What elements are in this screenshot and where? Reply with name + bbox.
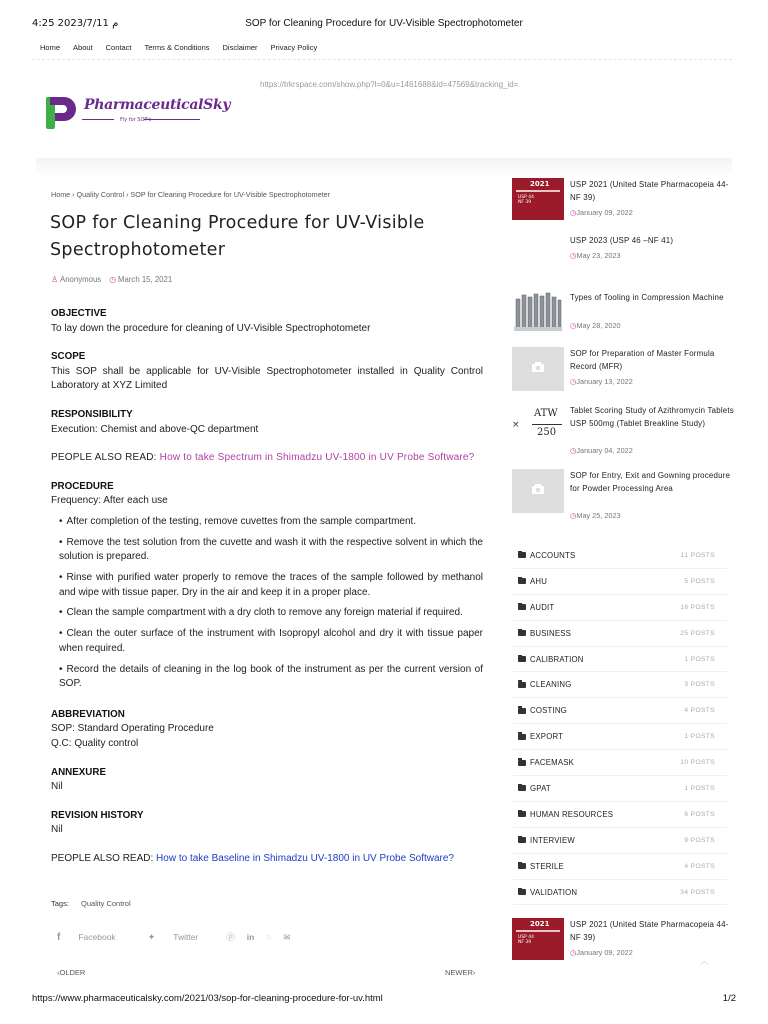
camera-icon bbox=[531, 483, 545, 495]
header-band bbox=[36, 158, 732, 178]
folder-icon bbox=[518, 863, 526, 869]
annexure-heading: ANNEXURE bbox=[51, 766, 106, 778]
recent-post-date: ◷May 28, 2020 bbox=[570, 321, 621, 330]
scroll-top-chevron-icon[interactable]: ︿ bbox=[700, 957, 710, 967]
whatsapp-icon[interactable]: ◌ bbox=[266, 932, 272, 942]
section-annexure bbox=[51, 766, 483, 795]
nav-privacy[interactable]: Privacy Policy bbox=[270, 43, 318, 52]
chevron-right-icon: › bbox=[472, 968, 476, 977]
folder-icon bbox=[518, 552, 526, 558]
recent-post-date: ◷January 09, 2022 bbox=[570, 208, 633, 217]
recent-post-date: ◷January 13, 2022 bbox=[570, 377, 633, 386]
category-item[interactable]: ACCOUNTS 11 POSTS bbox=[513, 543, 727, 569]
post-date: ◷ March 15, 2021 bbox=[109, 275, 173, 284]
recent-post-gowning[interactable] bbox=[512, 469, 732, 525]
recent-post-title[interactable]: SOP for Entry, Exit and Gowning procedure for Powder Processing Area bbox=[570, 471, 731, 493]
pal-label: PEOPLE ALSO READ: bbox=[51, 452, 157, 464]
recent-post-tablet-scoring[interactable] bbox=[512, 404, 732, 460]
clock-icon: ◷ bbox=[570, 511, 577, 520]
recent-post-title[interactable]: SOP for Preparation of Master Formula Record (MFR) bbox=[570, 349, 715, 371]
abbreviation-heading: ABBREVIATION bbox=[51, 708, 125, 720]
recent-post-usp2023[interactable] bbox=[512, 234, 732, 290]
responsibility-text: Execution: Chemist and above-QC department bbox=[51, 423, 259, 435]
section-revision bbox=[51, 809, 483, 838]
clock-icon: ◷ bbox=[109, 275, 116, 284]
clock-icon: ◷ bbox=[570, 208, 577, 217]
nav-home[interactable]: Home bbox=[40, 43, 61, 52]
category-list bbox=[513, 543, 727, 905]
folder-icon bbox=[518, 734, 526, 740]
thumbnail-tooling[interactable] bbox=[512, 291, 564, 333]
chevron-left-icon: ‹ bbox=[57, 968, 60, 977]
pal-label: PEOPLE ALSO READ: bbox=[51, 852, 154, 864]
recent-post-title[interactable]: USP 2023 (USP 46 –NF 41) bbox=[570, 236, 674, 245]
revision-heading: REVISION HISTORY bbox=[51, 809, 144, 821]
section-scope bbox=[51, 350, 483, 394]
logo-line-left bbox=[82, 119, 114, 120]
newer-post-link[interactable]: NEWER› bbox=[445, 968, 476, 977]
recent-post-title[interactable]: USP 2021 (United State Pharmacopeia 44- NF 39) bbox=[570, 180, 729, 202]
category-item[interactable]: AUDIT 16 POSTS bbox=[513, 595, 727, 621]
thumbnail-placeholder[interactable] bbox=[512, 347, 564, 391]
breadcrumb[interactable]: Home › Quality Control › SOP for Cleaning Procedure for UV-Visible Spectrophotometer bbox=[51, 190, 330, 199]
scope-heading: SCOPE bbox=[51, 351, 86, 363]
logo-tagline: Fly for SOP's bbox=[120, 117, 152, 123]
tag-quality-control[interactable]: Quality Control bbox=[81, 899, 131, 908]
facebook-icon[interactable]: f bbox=[57, 931, 61, 943]
recent-post-date: ◷May 25, 2023 bbox=[570, 511, 621, 520]
revision-text: Nil bbox=[51, 824, 63, 836]
category-item[interactable]: EXPORT 1 POSTS bbox=[513, 724, 727, 750]
post-author[interactable]: ♙ Anonymous bbox=[51, 275, 102, 284]
procedure-frequency: Frequency: After each use bbox=[51, 495, 168, 507]
objective-text: To lay down the procedure for cleaning of UV-Visible Spectrophotometer bbox=[51, 322, 371, 334]
folder-icon bbox=[518, 630, 526, 636]
post-tags bbox=[51, 899, 131, 908]
recent-post-date: ◷January 04, 2022 bbox=[570, 446, 633, 455]
category-item[interactable]: VALIDATION 34 POSTS bbox=[513, 880, 727, 906]
clock-icon: ◷ bbox=[570, 948, 577, 957]
user-icon: ♙ bbox=[51, 275, 58, 284]
pal-link-spectrum[interactable]: How to take Spectrum in Shimadzu UV-1800 in UV Probe Software? bbox=[159, 452, 475, 464]
category-item[interactable]: COSTING 4 POSTS bbox=[513, 698, 727, 724]
recent-post-usp2021[interactable] bbox=[512, 178, 732, 234]
tags-label: Tags: bbox=[51, 899, 69, 908]
post-meta bbox=[51, 275, 172, 284]
pal-link-baseline[interactable]: How to take Baseline in Shimadzu UV-1800 in UV Probe Software? bbox=[156, 852, 454, 864]
section-responsibility bbox=[51, 408, 483, 437]
share-twitter[interactable]: Twitter bbox=[173, 932, 199, 942]
category-item[interactable]: FACEMASK 10 POSTS bbox=[513, 750, 727, 776]
recent-post-title[interactable]: Tablet Scoring Study of Azithromycin Tablets USP 500mg (Tablet Breakline Study) bbox=[570, 406, 734, 428]
category-item[interactable]: AHU 5 POSTS bbox=[513, 569, 727, 595]
category-item[interactable]: INTERVIEW 9 POSTS bbox=[513, 828, 727, 854]
print-datetime: 4:25 2023/7/11 م bbox=[32, 18, 119, 29]
nav-contact[interactable]: Contact bbox=[105, 43, 132, 52]
scope-text: This SOP shall be applicable for UV-Visible Spectrophotometer installed in Quality Control Laboratory at XYZ Limited bbox=[51, 365, 483, 392]
abbreviation-qc: Q.C: Quality control bbox=[51, 738, 139, 749]
thumbnail-usp-cover[interactable]: 2021 USP 44 NF 39 bbox=[512, 178, 564, 220]
procedure-heading: PROCEDURE bbox=[51, 480, 114, 492]
folder-icon bbox=[518, 760, 526, 766]
category-item[interactable]: STERILE 4 POSTS bbox=[513, 854, 727, 880]
category-item[interactable]: CLEANING 3 POSTS bbox=[513, 672, 727, 698]
procedure-steps bbox=[51, 515, 483, 692]
clock-icon: ◷ bbox=[570, 377, 577, 386]
clock-icon: ◷ bbox=[570, 251, 577, 260]
print-page-number: 1/2 bbox=[722, 993, 736, 1004]
category-item[interactable]: CALIBRATION 1 POSTS bbox=[513, 647, 727, 673]
print-doc-title: SOP for Cleaning Procedure for UV-Visible Spectrophotometer bbox=[245, 18, 523, 29]
older-post-link[interactable]: ‹OLDER bbox=[57, 968, 86, 977]
list-item: • Clean the sample compartment with a dry cloth to remove any foreign material if required. bbox=[51, 606, 483, 621]
recent-post-mfr[interactable] bbox=[512, 347, 732, 403]
section-objective bbox=[51, 307, 483, 336]
people-also-read-2 bbox=[51, 852, 483, 867]
folder-icon bbox=[518, 604, 526, 610]
top-nav bbox=[40, 43, 317, 52]
share-bar bbox=[57, 931, 291, 943]
recent-post-tooling[interactable] bbox=[512, 291, 732, 347]
folder-icon bbox=[518, 656, 526, 662]
list-item: • Record the details of cleaning in the log book of the instrument as per the current version of SOP. bbox=[51, 663, 483, 692]
logo-line-right bbox=[144, 119, 200, 120]
clock-icon: ◷ bbox=[570, 321, 577, 330]
folder-icon bbox=[518, 785, 526, 791]
abbreviation-sop: SOP: Standard Operating Procedure bbox=[51, 723, 214, 735]
nav-terms[interactable]: Terms & Conditions bbox=[144, 43, 210, 52]
people-also-read-1 bbox=[51, 451, 483, 466]
objective-heading: OBJECTIVE bbox=[51, 308, 107, 319]
print-url: https://www.pharmaceuticalsky.com/2021/03/sop-for-cleaning-procedure-for-uv.html bbox=[32, 993, 383, 1004]
thumbnail-placeholder[interactable] bbox=[512, 469, 564, 513]
folder-icon bbox=[518, 811, 526, 817]
logo-mark-icon bbox=[44, 93, 80, 133]
pinterest-icon[interactable]: ⓟ bbox=[226, 932, 235, 942]
nav-divider bbox=[32, 59, 732, 60]
category-item[interactable]: BUSINESS 25 POSTS bbox=[513, 621, 727, 647]
camera-icon bbox=[531, 361, 545, 373]
category-item[interactable]: GPAT 1 POSTS bbox=[513, 776, 727, 802]
thumbnail-usp-cover[interactable]: 2021 USP 44 NF 39 bbox=[512, 918, 564, 960]
responsibility-heading: RESPONSIBILITY bbox=[51, 408, 133, 420]
list-item: • Rinse with purified water properly to remove the traces of the sample followed by methanol and wipe with tissue paper. Dry in the air and keep it in a proper place. bbox=[51, 571, 483, 600]
logo-wordmark: PharmaceuticalSky bbox=[84, 97, 231, 113]
clock-icon: ◷ bbox=[570, 446, 577, 455]
annexure-text: Nil bbox=[51, 781, 63, 793]
share-facebook[interactable]: Facebook bbox=[78, 932, 116, 942]
list-item: • Remove the test solution from the cuvette and wash it with the respective solvent in which the solution is prepared. bbox=[51, 536, 483, 565]
nav-disclaimer[interactable]: Disclaimer bbox=[222, 43, 258, 52]
linkedin-icon[interactable]: in bbox=[246, 932, 255, 942]
thumbnail-atw[interactable]: × ATW 250 bbox=[512, 404, 564, 446]
nav-about[interactable]: About bbox=[73, 43, 93, 52]
folder-icon bbox=[518, 837, 526, 843]
list-item: • After completion of the testing, remove cuvettes from the sample compartment. bbox=[51, 515, 483, 530]
section-abbreviation bbox=[51, 708, 483, 752]
folder-icon bbox=[518, 708, 526, 714]
popular-post-usp2021[interactable] bbox=[512, 918, 732, 974]
site-logo[interactable] bbox=[44, 93, 231, 135]
post-body bbox=[51, 307, 483, 881]
list-item: • Clean the outer surface of the instrument with Isopropyl alcohol and dry it with tissue paper when required. bbox=[51, 627, 483, 656]
popular-post-date: ◷January 09, 2022 bbox=[570, 948, 633, 957]
popular-post-title[interactable]: USP 2021 (United State Pharmacopeia 44- NF 39) bbox=[570, 920, 729, 942]
email-icon[interactable]: ✉ bbox=[283, 931, 291, 942]
twitter-icon[interactable]: ✦ bbox=[147, 931, 156, 942]
recent-post-date: ◷May 23, 2023 bbox=[570, 251, 621, 260]
folder-icon bbox=[518, 889, 526, 895]
ad-link[interactable]: https://trkrspace.com/show.php?l=0&u=1461688&id=47569&tracking_id= bbox=[260, 80, 519, 89]
section-procedure bbox=[51, 480, 483, 692]
post-title: SOP for Cleaning Procedure for UV-Visible Spectrophotometer bbox=[50, 213, 425, 260]
recent-post-title[interactable]: Types of Tooling in Compression Machine bbox=[570, 293, 724, 302]
folder-icon bbox=[518, 578, 526, 584]
category-item[interactable]: HUMAN RESOURCES 6 POSTS bbox=[513, 802, 727, 828]
folder-icon bbox=[518, 682, 526, 688]
